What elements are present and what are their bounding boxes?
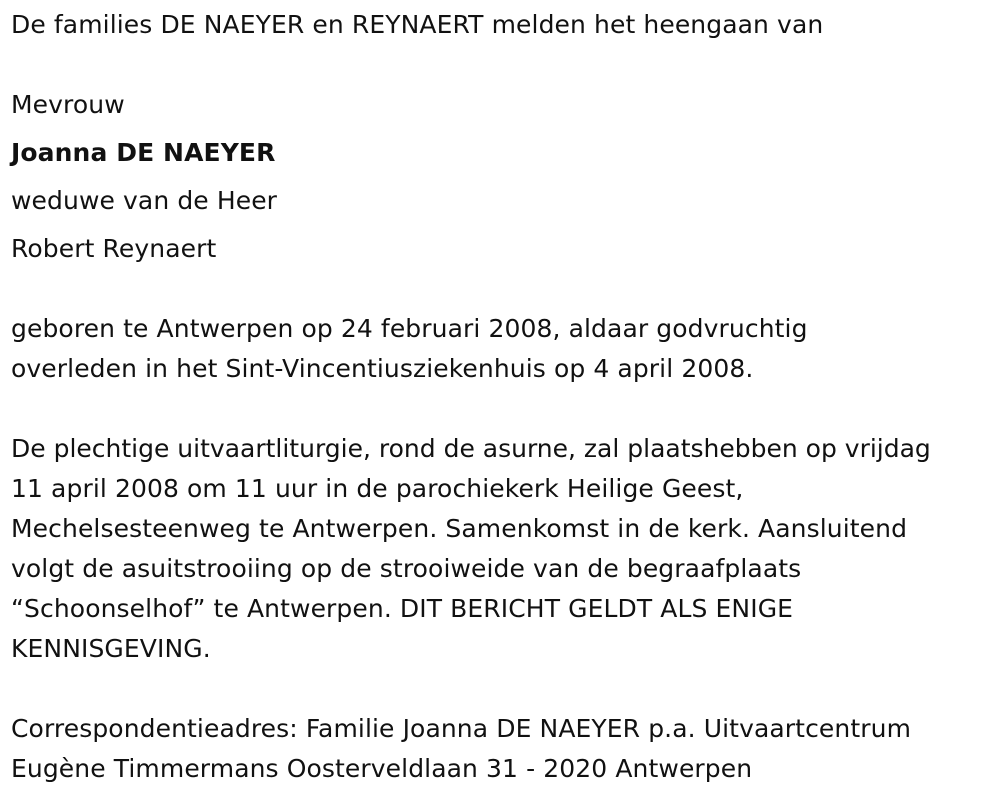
correspondence-line-2: Eugène Timmermans Oosterveldlaan 31 - 2020 Antwerpen <box>11 754 753 783</box>
funeral-line-3: Mechelsesteenweg te Antwerpen. Samenkomst in de kerk. Aansluitend <box>11 514 908 543</box>
relation-line-1: weduwe van de Heer <box>11 186 278 215</box>
funeral-line-6: KENNISGEVING. <box>11 634 211 663</box>
correspondence-line-1: Correspondentieadres: Familie Joanna DE NAEYER p.a. Uitvaartcentrum <box>11 714 912 743</box>
deceased-name: Joanna DE NAEYER <box>11 138 276 167</box>
funeral-line-1: De plechtige uitvaartliturgie, rond de asurne, zal plaatshebben op vrijdag <box>11 434 931 463</box>
salutation: Mevrouw <box>11 90 125 119</box>
funeral-line-4: volgt de asuitstrooiing op de strooiweide van de begraafplaats <box>11 554 802 583</box>
birth-death-line-2: overleden in het Sint-Vincentiusziekenhuis op 4 april 2008. <box>11 354 754 383</box>
birth-death-line-1: geboren te Antwerpen op 24 februari 2008, aldaar godvruchtig <box>11 314 808 343</box>
funeral-line-5: “Schoonselhof” te Antwerpen. DIT BERICHT GELDT ALS ENIGE <box>11 594 794 623</box>
funeral-line-2: 11 april 2008 om 11 uur in de parochiekerk Heilige Geest, <box>11 474 744 503</box>
intro-line: De families DE NAEYER en REYNAERT melden het heengaan van <box>11 10 824 39</box>
relation-line-2: Robert Reynaert <box>11 234 217 263</box>
